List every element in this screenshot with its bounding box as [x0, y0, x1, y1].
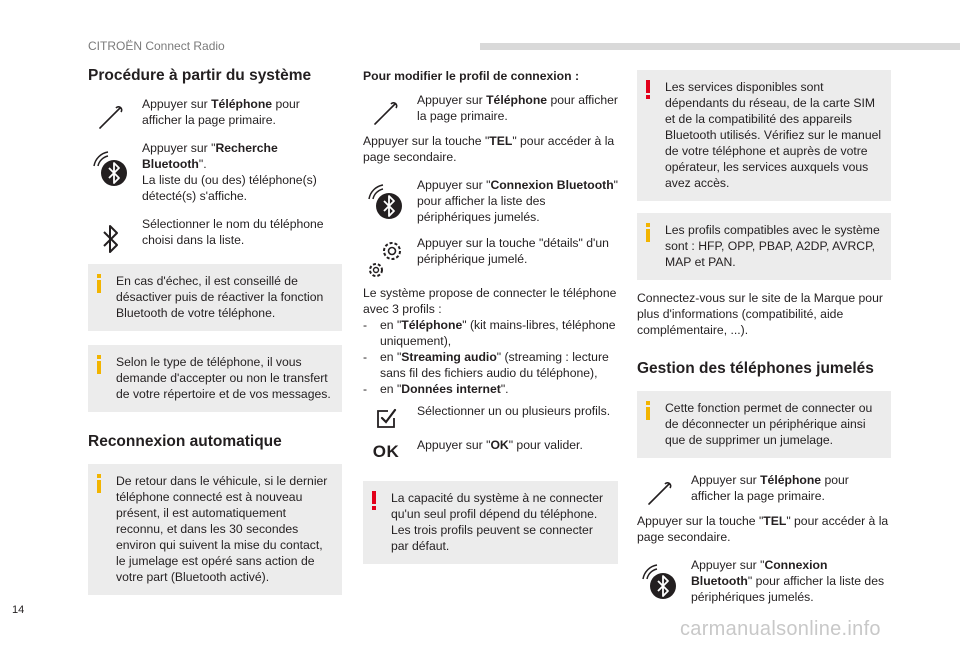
list-text-pre: en " — [380, 350, 402, 364]
column-3 — [637, 70, 891, 605]
warning-box-profiles — [363, 481, 618, 564]
step-text-post: " pour afficher la liste des périphériques jumelés. — [691, 574, 885, 604]
info-icon — [646, 401, 650, 420]
para-text-bold: TEL — [489, 134, 513, 148]
info-box-reconnexion — [88, 464, 342, 595]
list-text-post: " (streaming : lecture sans fil des fichiers audio du téléphone), — [380, 350, 609, 380]
section-heading-reconnexion: Reconnexion automatique — [88, 433, 282, 450]
finger-press-icon — [637, 470, 683, 516]
step-text-pre: Appuyer sur " — [417, 438, 491, 452]
warning-text: Les services disponibles sont dépendants du réseau, de la carte SIM et de la compatibilité des appareils Bluetooth utilisés. Vérifiez sur le manuel de votre téléphone et auprès de votre opérateur, les services auxquels vous avez accès. — [665, 80, 882, 190]
step-text-bold: Connexion Bluetooth — [490, 178, 614, 192]
list-text-pre: en " — [380, 382, 402, 396]
step-text-pre: Appuyer sur " — [417, 178, 491, 192]
info-box-compatible-profiles — [637, 213, 891, 280]
info-text: Les profils compatibles avec le système sont : HFP, OPP, PBAP, A2DP, AVRCP, MAP et PAN. — [665, 223, 880, 269]
step-text-line2: La liste du (ou des) téléphone(s) détecté(s) s'affiche. — [142, 173, 317, 203]
list-text-bold: Données internet — [401, 382, 501, 396]
info-icon — [97, 355, 101, 374]
para-profiles: Le système propose de connecter le téléphone avec 3 profils : — [363, 286, 617, 316]
step-text-pre: Appuyer sur — [142, 97, 212, 111]
column-2 — [363, 66, 618, 564]
warning-icon — [372, 491, 376, 510]
info-text: Cette fonction permet de connecter ou de déconnecter un périphérique ainsi que de supprimer un jumelage. — [665, 401, 873, 447]
list-item — [363, 349, 618, 381]
bluetooth-search-icon — [363, 179, 409, 225]
section-heading-procedure: Procédure à partir du système — [88, 67, 312, 84]
list-text-pre: en " — [380, 318, 402, 332]
info-text: De retour dans le véhicule, si le dernier téléphone connecté est à nouveau présent, il est automatiquement reconnu, et dans les 30 secondes environ qui suivent la mise du contact, le jumelage est opéré sans action de votre part (Bluetooth activé). — [116, 474, 328, 584]
info-text: Selon le type de téléphone, il vous demande d'accepter ou non le transfert de votre répertoire et de vos messages. — [116, 355, 331, 401]
step-text-post: pour afficher la page primaire. — [691, 473, 849, 503]
step-text-post: " pour afficher la liste des périphériques jumelés. — [417, 178, 618, 224]
list-text-bold: Téléphone — [401, 318, 463, 332]
step-text-pre: Appuyer sur " — [691, 558, 765, 572]
para-text-post: " pour accéder à la page secondaire. — [637, 514, 889, 544]
bluetooth-search-icon — [637, 559, 683, 605]
step-details — [363, 235, 618, 279]
step-ok — [363, 437, 618, 467]
para-text-pre: Appuyer sur la touche " — [637, 514, 764, 528]
step-text-post: " pour valider. — [508, 438, 583, 452]
ok-icon: OK — [372, 442, 400, 461]
list-text-post: " (kit mains-libres, téléphone uniquement), — [380, 318, 616, 348]
step-text-bold: Téléphone — [211, 97, 273, 111]
list-text-post: ". — [500, 382, 509, 396]
para-text-post: " pour accéder à la page secondaire. — [363, 134, 615, 164]
gears-icon — [363, 235, 409, 281]
subheading-profile: Pour modifier le profil de connexion : — [363, 69, 580, 83]
step-recherche-bluetooth — [88, 140, 342, 204]
step-connexion-bluetooth — [363, 177, 618, 225]
para-text-pre: Appuyer sur la touche " — [363, 134, 490, 148]
info-icon — [646, 223, 650, 242]
step-text-pre: Appuyer sur — [417, 93, 487, 107]
step-text: Appuyer sur la touche "détails" d'un périphérique jumelé. — [417, 236, 609, 266]
info-text: En cas d'échec, il est conseillé de désactiver puis de réactiver la fonction Bluetooth de votre téléphone. — [116, 274, 324, 320]
watermark: carmanualsonline.info — [680, 618, 881, 640]
running-header: CITROËN Connect Radio — [88, 39, 225, 53]
step-text-bold: OK — [490, 438, 509, 452]
step-text-post: pour afficher la page primaire. — [142, 97, 300, 127]
step-text-post: pour afficher la page primaire. — [417, 93, 618, 123]
list-text-bold: Streaming audio — [401, 350, 497, 364]
para-text-bold: TEL — [763, 514, 787, 528]
warning-icon — [646, 80, 650, 99]
step-text: Sélectionner le nom du téléphone choisi dans la liste. — [142, 217, 324, 247]
step-text: Sélectionner un ou plusieurs profils. — [417, 404, 611, 418]
warning-box-services — [637, 70, 891, 201]
bluetooth-search-icon — [88, 146, 134, 192]
section-heading-gestion: Gestion des téléphones jumelés — [637, 360, 874, 377]
info-box-transfer — [88, 345, 342, 412]
finger-press-icon — [363, 90, 409, 136]
step-telephone — [88, 96, 342, 128]
step-connexion-bluetooth — [637, 557, 891, 605]
step-text-bold: Recherche Bluetooth — [142, 141, 278, 171]
step-text-bold: Téléphone — [760, 473, 822, 487]
info-box-failure — [88, 264, 342, 331]
step-telephone — [637, 472, 891, 504]
step-text-pre: Appuyer sur — [691, 473, 761, 487]
para-brand-site: Connectez-vous sur le site de la Marque pour plus d'informations (compatibilité, aide complémentaire, ...). — [637, 291, 883, 337]
step-text-post: ". — [198, 157, 207, 171]
info-icon — [97, 274, 101, 293]
info-box-gestion — [637, 391, 891, 458]
step-text-bold: Téléphone — [486, 93, 548, 107]
profile-list — [363, 317, 618, 397]
warning-text: La capacité du système à ne connecter qu'un seul profil dépend du téléphone. Les trois profils peuvent se connecter par défaut. — [391, 491, 604, 553]
finger-press-icon — [88, 94, 134, 140]
step-text-bold: Connexion Bluetooth — [691, 558, 828, 588]
page-number: 14 — [12, 604, 25, 616]
info-icon — [97, 474, 101, 493]
list-item — [363, 317, 618, 349]
bluetooth-icon — [88, 216, 134, 262]
step-telephone — [363, 92, 618, 124]
column-1 — [88, 66, 342, 595]
header-bar — [480, 43, 960, 50]
step-text-pre: Appuyer sur " — [142, 141, 216, 155]
step-select-phone — [88, 216, 342, 248]
